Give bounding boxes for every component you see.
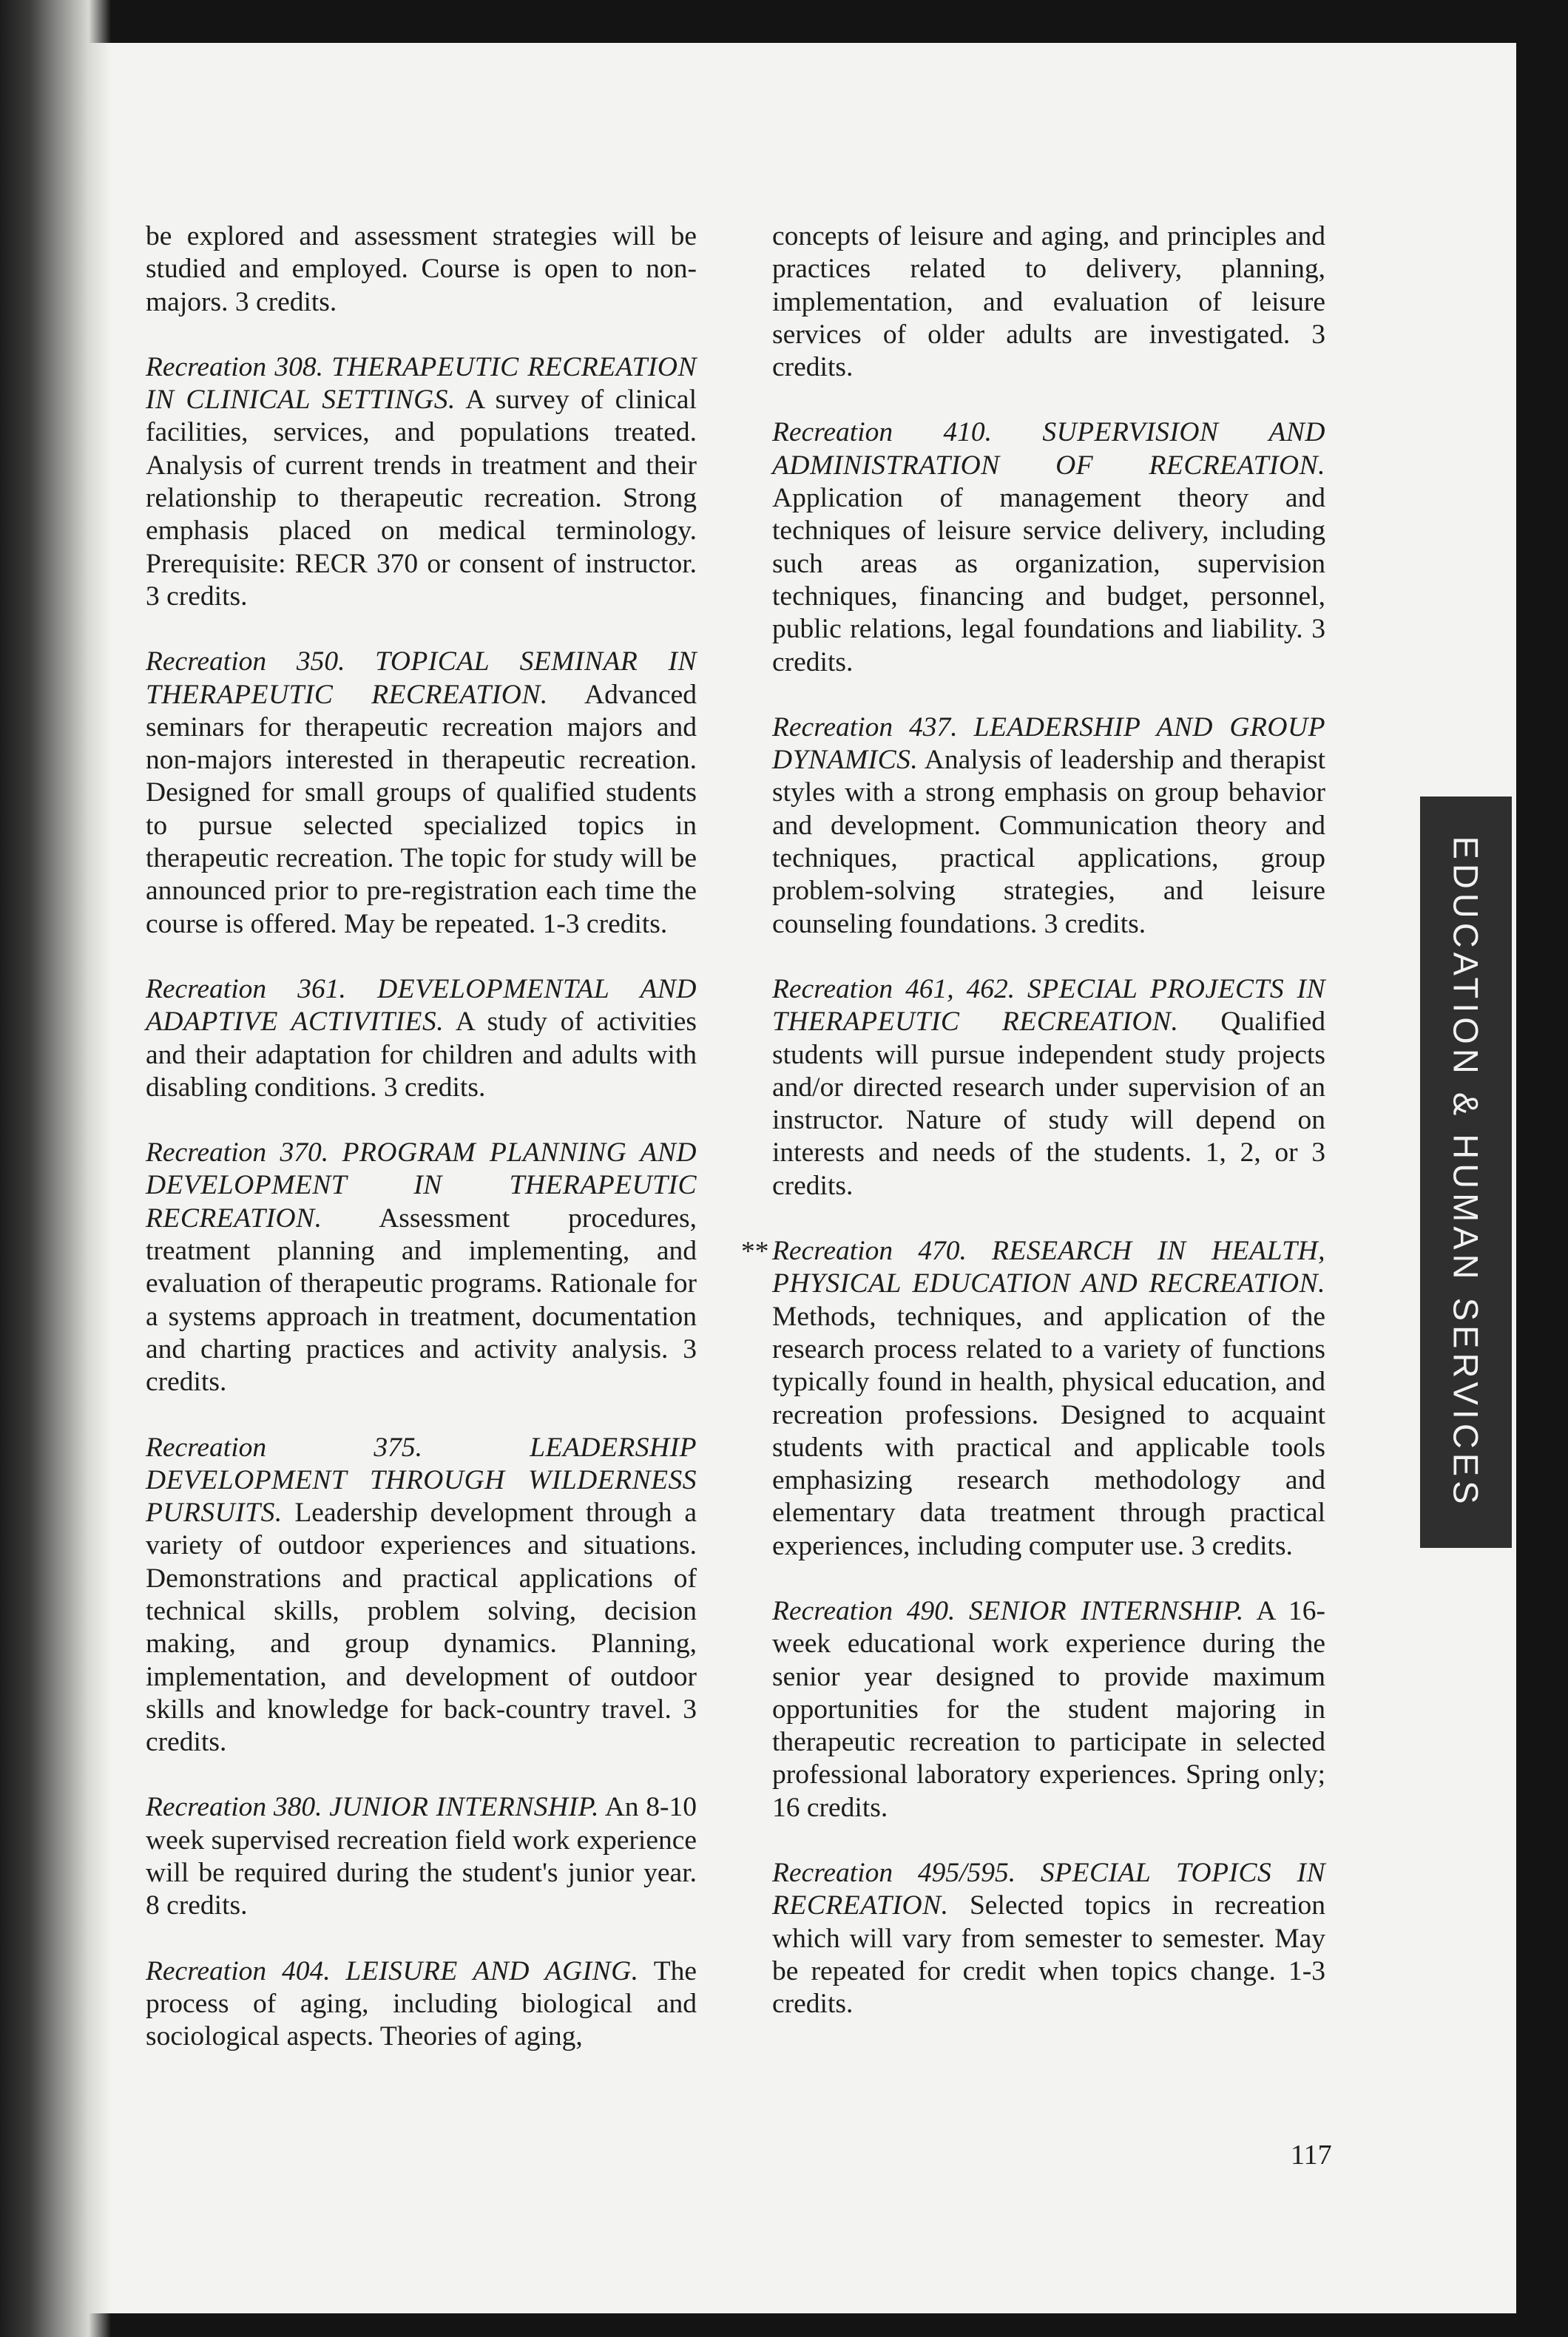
course-number: Recreation 461, 462. [772, 973, 1016, 1004]
course-number: Recreation 410. [772, 417, 993, 448]
course-title: SUPERVISION AND ADMINISTRATION OF RECREATION. [772, 417, 1326, 481]
course-title: DEVELOPMENTAL AND ADAPTIVE ACTIVITIES. [146, 973, 697, 1038]
course-description: Leadership development through a variety of outdoor experiences and situations. Demonstrations and practical applications of technical skills, problem solving, decision making, and group dynamics. Planning, implementation, and development of outdoor skills and knowledge for back-country travel. 3 credits. [146, 1498, 697, 1758]
course-entry [772, 416, 1325, 678]
course-title: TOPICAL SEMINAR IN THERAPEUTIC RECREATION. [146, 646, 697, 710]
course-title: JUNIOR INTERNSHIP. [329, 1792, 600, 1823]
continued-text: be explored and assessment strategies will be studied and employed. Course is open to non-majors. 3 credits. [146, 221, 697, 317]
course-title: LEADERSHIP AND GROUP DYNAMICS. [772, 711, 1325, 776]
course-entry [146, 1432, 697, 1759]
double-asterisk: ** [741, 1237, 769, 1268]
course-description: Assessment procedures, treatment planning and implementing, and evaluation of therapeutic programs. Rationale for a systems approach in treatment, documentation and charting practices and activity analysis. 3 credits. [146, 1203, 697, 1398]
course-number: Recreation 404. [146, 1955, 331, 1986]
course-description: The process of aging, including biological and sociological aspects. Theories of aging, [146, 1955, 697, 2052]
page-number: 117 [1291, 2140, 1332, 2171]
course-entry [146, 1137, 697, 1399]
course-entry [146, 1791, 697, 1922]
course-entry [772, 1857, 1325, 2020]
section-tab-label: EDUCATION & HUMAN SERVICES [1446, 836, 1486, 1509]
course-description: An 8-10 week supervised recreation field work experience will be required during the student's junior year. 8 credits. [146, 1792, 697, 1921]
course-entry [146, 973, 697, 1104]
right-column [741, 220, 1326, 2054]
course-number: Recreation 380. [146, 1792, 322, 1823]
course-title: RESEARCH IN HEALTH, PHYSICAL EDUCATION AND RECREATION. [772, 1236, 1325, 1299]
course-entry [772, 973, 1325, 1203]
course-title: LEISURE AND AGING. [345, 1955, 639, 1986]
course-entry [772, 1595, 1325, 1824]
course-description: Advanced seminars for therapeutic recreation majors and non-majors interested in therapeutic recreation. Designed for small groups of qualified students to pursue selected specialized topics in therapeutic recreation. The topic for study will be announced prior to pre-registration each time the course is offered. May be repeated. 1-3 credits. [146, 679, 697, 939]
course-description: Analysis of leadership and therapist styles with a strong emphasis on group behavior and development. Communication theory and techniques, practical applications, group problem-solving strategies, and leisure counseling foundations. 3 credits. [772, 745, 1325, 939]
course-number: Recreation 495/595. [772, 1858, 1016, 1889]
course-title: SPECIAL TOPICS IN RECREATION. [772, 1858, 1325, 1921]
course-entry [146, 1955, 697, 2054]
course-description: A survey of clinical facilities, services, and populations treated. Analysis of current trends in treatment and their relationship to therapeutic recreation. Strong emphasis placed on medical terminology. Prerequisite: RECR 370 or consent of instructor. 3 credits. [146, 385, 697, 612]
course-entry [146, 351, 697, 613]
course-entry [741, 1235, 1325, 1563]
course-number: Recreation 308. [146, 351, 323, 382]
course-title: THERAPEUTIC RECREATION IN CLINICAL SETTINGS. [146, 351, 697, 416]
binding-shadow [0, 0, 111, 2337]
course-description: A study of activities and their adaptation for children and adults with disabling conditions. 3 credits. [146, 1007, 697, 1103]
course-number: Recreation 370. [146, 1137, 329, 1168]
course-description: Qualified students will pursue independent study projects and/or directed research under supervision of an instructor. Nature of study will depend on interests and needs of the students. 1, 2, or 3 credits. [772, 1007, 1325, 1201]
course-title: SENIOR INTERNSHIP. [969, 1595, 1244, 1626]
course-entry [146, 646, 697, 941]
course-description: A 16-week educational work experience during the senior year designed to provide maximum opportunities for the student majoring in therapeutic recreation to participate in selected professional laboratory experiences. Spring only; 16 credits. [772, 1595, 1325, 1823]
course-number: Recreation 470. [772, 1236, 967, 1267]
course-number: Recreation 375. [146, 1432, 422, 1463]
course-number: Recreation 361. [146, 973, 346, 1004]
course-description: Selected topics in recreation which will vary from semester to semester. May be repeated for credit when topics change. 1-3 credits. [772, 1890, 1325, 2020]
course-description: Application of management theory and techniques of leisure service delivery, including such areas as organization, supervision techniques, financing and budget, personnel, public relations, legal foundations and liability. 3 credits. [772, 483, 1325, 677]
course-title: LEADERSHIP DEVELOPMENT THROUGH WILDERNESS PURSUITS. [146, 1432, 697, 1529]
course-number: Recreation 350. [146, 646, 345, 677]
course-title: SPECIAL PROJECTS IN THERAPEUTIC RECREATION. [772, 973, 1325, 1038]
course-entry [772, 711, 1325, 941]
course-number: Recreation 437. [772, 711, 958, 743]
course-description: Methods, techniques, and application of the research process related to a variety of functions typically found in health, physical education, and recreation professions. Designed to acquaint students with practical and applicable tools emphasizing research methodology and elementary data treatment through practical experiences, including computer use. 3 credits. [772, 1301, 1325, 1561]
course-title: PROGRAM PLANNING AND DEVELOPMENT IN THERAPEUTIC RECREATION. [146, 1137, 697, 1234]
continued-text: concepts of leisure and aging, and principles and practices related to delivery, planning, implementation, and evaluation of leisure services of older adults are investigated. 3 credits. [772, 221, 1325, 383]
left-column [146, 220, 697, 2086]
section-side-tab [1420, 797, 1512, 1548]
course-number: Recreation 490. [772, 1595, 956, 1626]
